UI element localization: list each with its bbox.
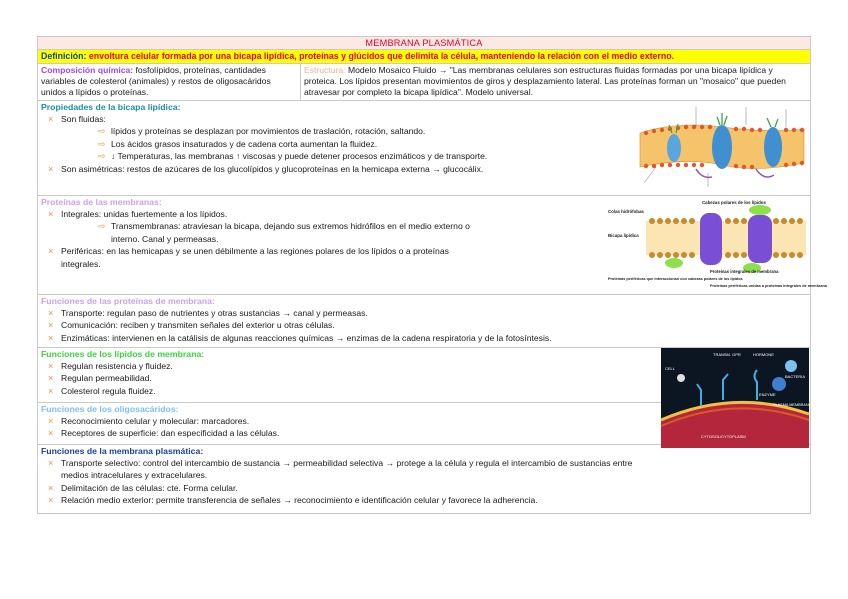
page-title: MEMBRANA PLASMÁTICA — [37, 36, 811, 49]
structure-text: Modelo Mosaico Fluido → "Las membranas celulares son estructuras fluidas formadas por una bicapa lipídica y proteica. Los lípidos presentan movimientos de giros y desplazamiento lateral. Las proteínas forman un "mosaico" que pueden atravesar por completo la bicapa lipídica". Modelo universal. — [304, 65, 786, 98]
list-item: × Periféricas: en las hemicapas y se unen débilmente a las regiones polares de los lípidos o a proteínas — [41, 245, 807, 258]
protein-functions-heading: Funciones de las proteínas de membrana: — [41, 295, 215, 306]
figure3-label-enzyme: ENZYME — [759, 392, 776, 397]
cell-membrane-image — [661, 348, 812, 448]
figure2-label-heads: Cabezas polares de los lípidos — [702, 199, 766, 205]
protein-functions-list — [41, 307, 807, 345]
figure2-label-peripheral-integral: Proteínas periféricas unidas a proteínas integrales de membrana — [710, 283, 827, 288]
membrane-functions-heading: Funciones de la membrana plasmática: — [41, 445, 204, 456]
list-item: × Colesterol regula fluidez. — [41, 385, 807, 398]
list-item: × Regulan resistencia y fluidez. — [41, 360, 807, 373]
composition-cell — [38, 64, 301, 100]
list-item: × Enzimáticas: intervienen en la catálisis de algunas reacciones químicas → enzimas de la cadena respiratoria y de la fotosíntesis. — [41, 332, 807, 345]
list-item: × Receptores de superficie: dan especificidad a las células. — [41, 427, 807, 440]
structure-cell — [301, 64, 810, 100]
membrane-proteins-image — [606, 197, 827, 291]
list-item: × Comunicación: reciben y transmiten señales del exterior u otras células. — [41, 319, 807, 332]
fluid-mosaic-image — [636, 103, 808, 191]
proteins-heading: Proteínas de las membranas: — [41, 196, 162, 207]
list-item: × Son asimétricas: restos de azúcares de los glucolípidos y glucoproteínas en la hemicapa externa → glucocálix. — [41, 163, 807, 176]
oligo-functions-heading: Funciones de los oligosacáridos: — [41, 403, 179, 414]
protein-functions-section — [37, 294, 811, 347]
figure2-label-tails: Colas hidrófobas — [608, 208, 644, 214]
composition-text: fosfolípidos, proteínas, cantidades variables de colesterol (animales) y restos de oligosacáridos unidos a lípidos o proteínas. — [41, 65, 271, 98]
list-item: × Delimitación de las células: cte. Forma celular. — [41, 482, 807, 495]
list-item: ⇨ Transmembranas: atraviesan la bicapa, dejando sus extremos hidrófilos en el medio externo o — [41, 220, 807, 233]
list-item-continued: integrales. — [61, 258, 101, 269]
figure3-label-cytosol: CYTOSOL/CYTOPLASM — [701, 434, 746, 439]
bilayer-section — [37, 100, 811, 195]
list-item-continued: medios intracelulares y extracelulares. — [61, 470, 208, 481]
bilayer-heading: Propiedades de la bicapa lipídica: — [41, 101, 181, 112]
membrane-functions-section — [37, 444, 811, 514]
list-item: ⇨ lípidos y proteínas se desplazan por movimientos de traslación, rotación, saltando. — [41, 125, 807, 138]
list-item: × Integrales: unidas fuertemente a los lípidos. — [41, 208, 807, 221]
list-item: ⇨ ↓ Temperaturas, las membranas ↑ viscosas y puede detener procesos enzimáticos y de transporte. — [41, 150, 807, 163]
list-item: × Transporte selectivo: control del intercambio de sustancia → permeabilidad selectiva → protege a la célula y regula el intercambio de sustancias entre — [41, 457, 807, 470]
figure2-label-bilayer: Bicapa lipídica — [608, 232, 639, 238]
figure3-label-transm: TRANSM. GPR — [713, 352, 741, 357]
composition-structure-row — [37, 63, 811, 100]
membrane-functions-list — [41, 457, 807, 507]
figure3-label-cell: CELL — [665, 366, 676, 371]
lipid-functions-heading: Funciones de los lípidos de membrana: — [41, 348, 205, 359]
list-item-continued: interno. Canal y permeasas. — [111, 233, 219, 244]
figure3-label-hormone: HORMONE — [753, 352, 774, 357]
definition-label: Definición: — [41, 51, 87, 61]
definition-row — [37, 49, 811, 63]
list-item: × Relación medio exterior: permite transferencia de señales → reconocimiento e identificación celular y favorece la adherencia. — [41, 494, 807, 507]
proteins-section — [37, 195, 827, 294]
figure2-label-integral: Proteínas integrales de membrana — [710, 268, 779, 274]
figure3-label-bacteria: BACTERIA — [785, 374, 806, 379]
document-sheet — [37, 36, 827, 514]
figure3-label-plasma-membrane: PLASMA MEMBRANE — [773, 403, 812, 407]
list-item: ⇨ Los ácidos grasos insaturados y de cadena corta aumentan la fluidez. — [41, 138, 807, 151]
list-item: × Reconocimiento celular y molecular: marcadores. — [41, 415, 807, 428]
list-item: × Regulan permeabilidad. — [41, 372, 807, 385]
definition-text: envoltura celular formada por una bicapa lipídica, proteínas y glúcidos que delimita la célula, manteniendo la relación con el medio externo. — [88, 51, 675, 61]
figure2-label-peripheral-heads: Proteínas periféricas que interaccionan con cabezas polares de los lípidos — [608, 276, 743, 281]
list-item: × Transporte: regulan paso de nutrientes y otras sustancias → canal y permeasas. — [41, 307, 807, 320]
composition-label: Composición química: — [41, 65, 134, 75]
structure-label: Estructura: — [304, 65, 346, 75]
list-item: × Son fluidas: — [41, 113, 807, 126]
